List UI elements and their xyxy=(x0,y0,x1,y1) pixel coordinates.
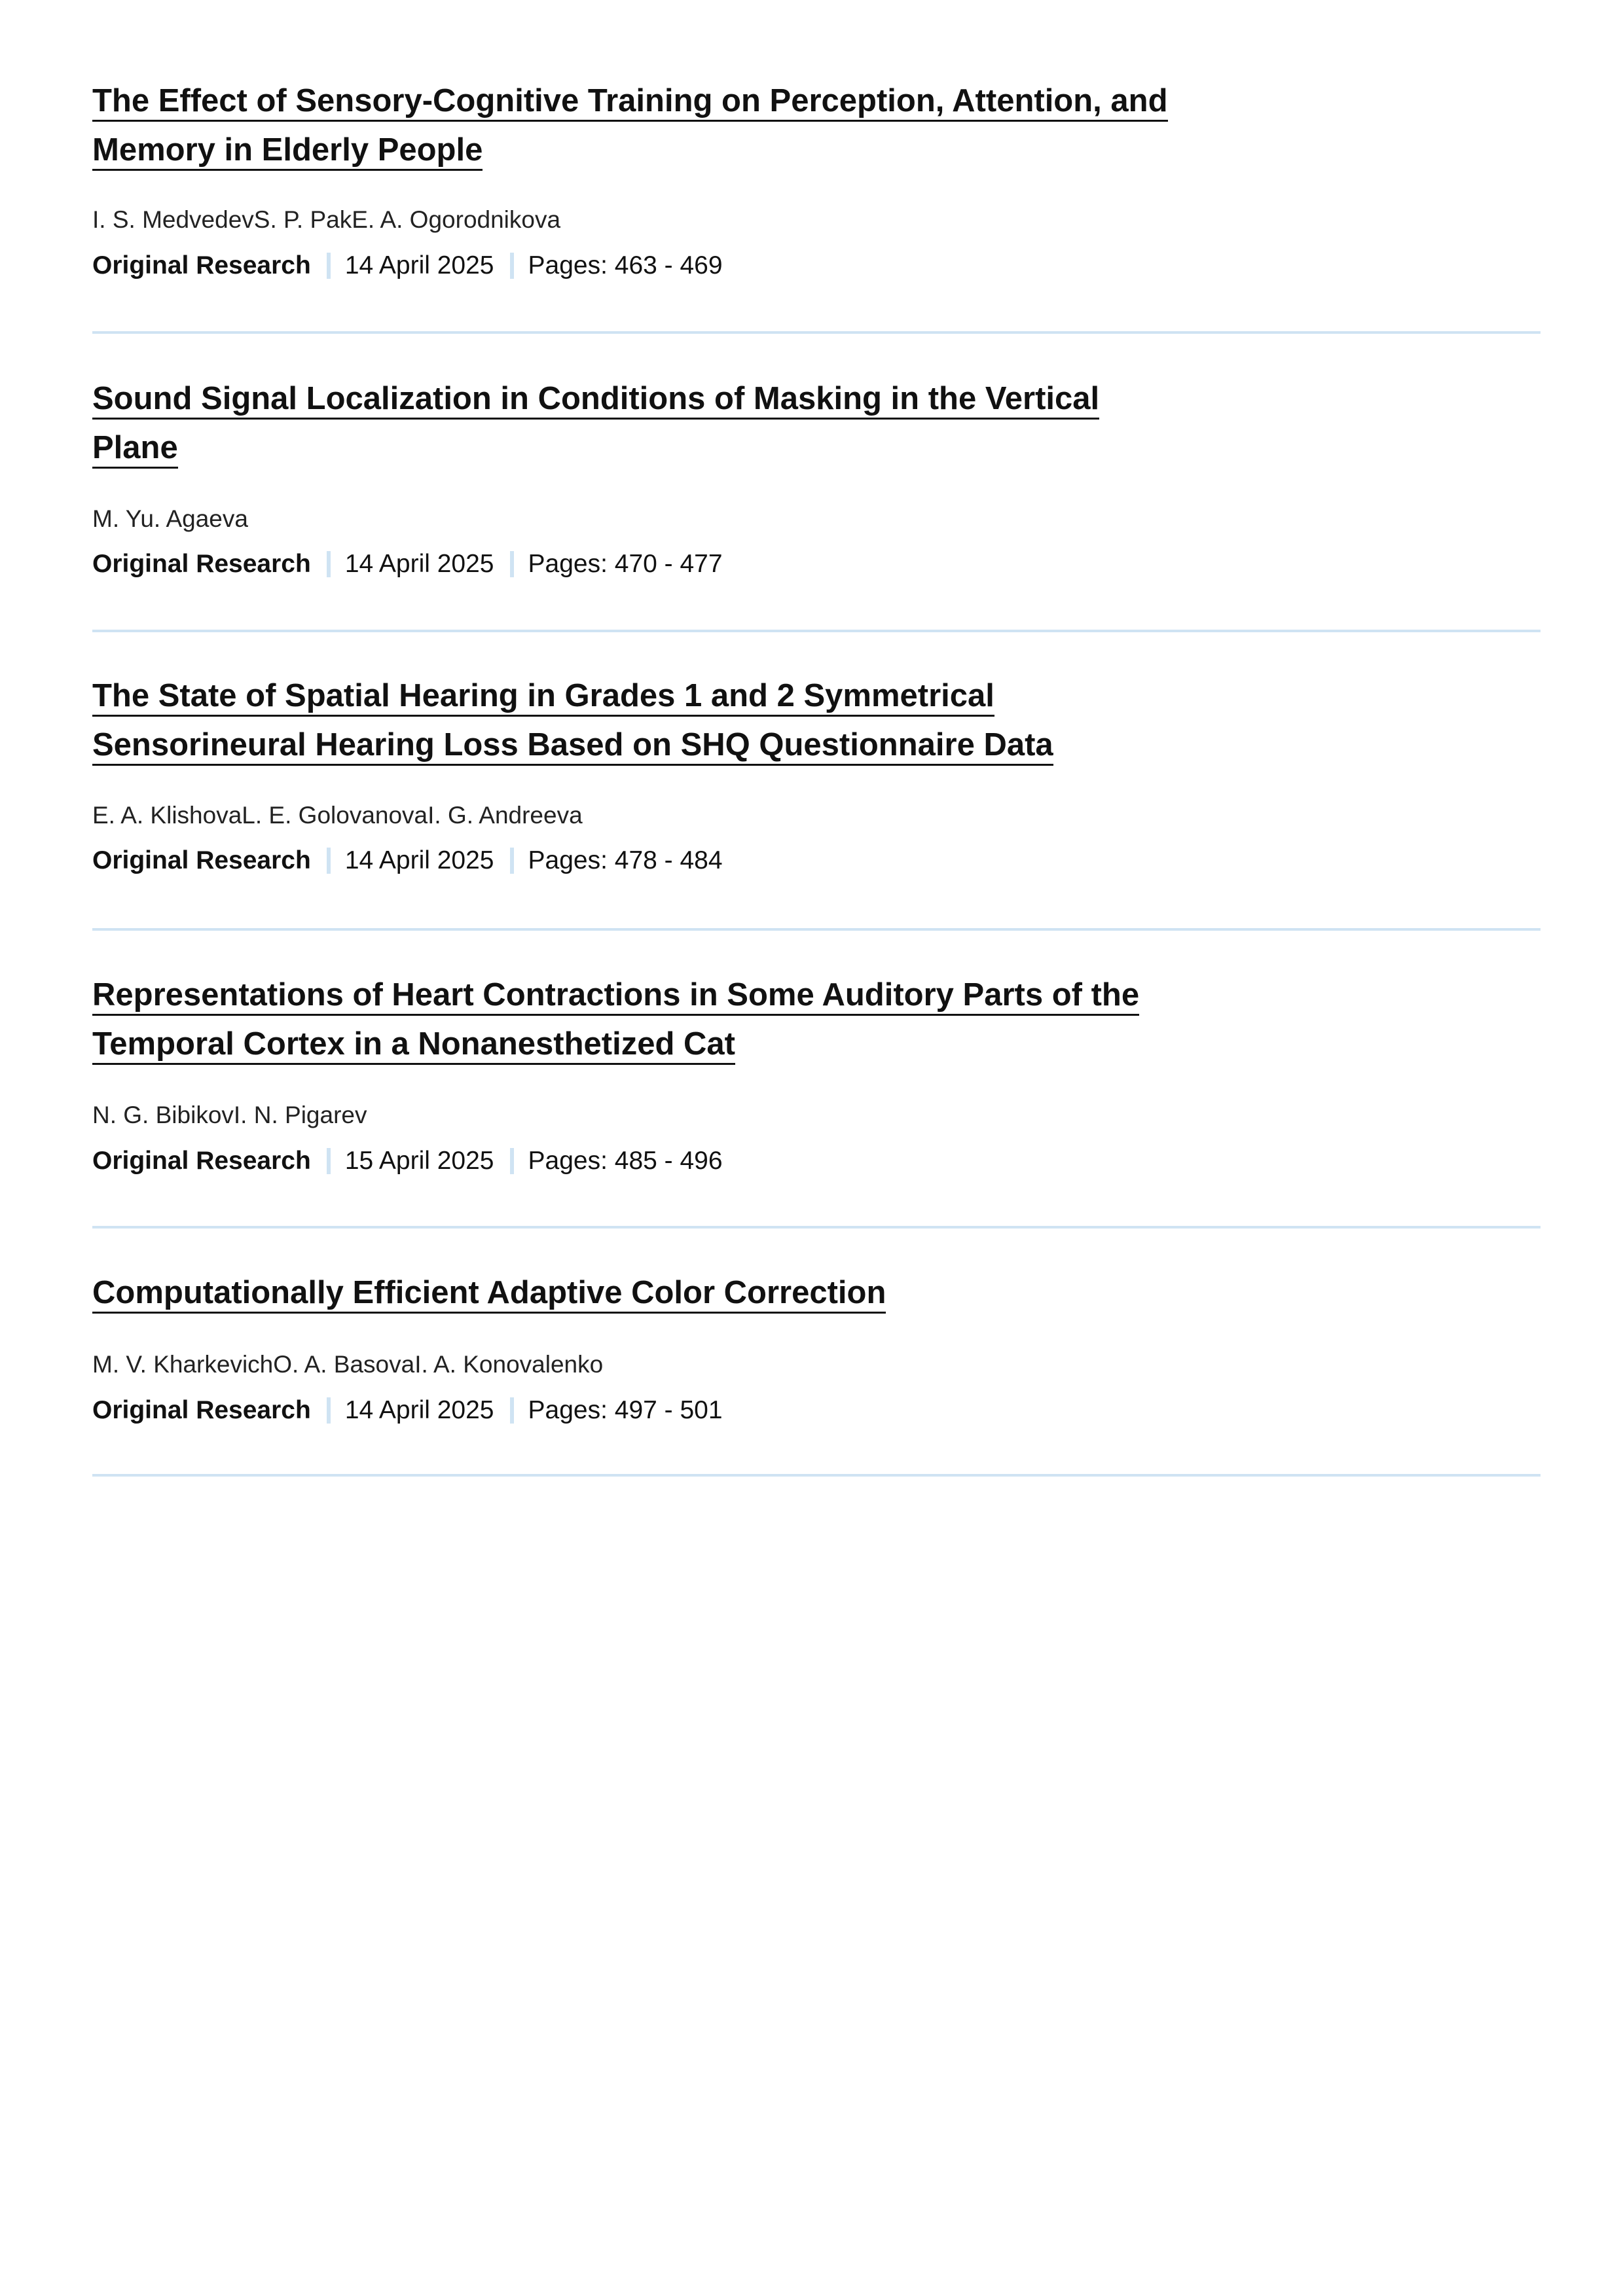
article-date: 14 April 2025 xyxy=(344,550,494,578)
article-date: 14 April 2025 xyxy=(344,251,494,279)
article-meta xyxy=(92,250,723,281)
article-item xyxy=(92,1229,1541,1477)
article-authors: N. G. BibikovI. N. Pigarev xyxy=(92,1102,367,1128)
meta-divider xyxy=(510,551,514,577)
article-authors: M. V. KharkevichO. A. BasovaI. A. Konovalenko xyxy=(92,1351,604,1378)
meta-divider xyxy=(327,1397,331,1424)
article-title-link[interactable]: Memory in Elderly People xyxy=(92,132,483,171)
article-date: 15 April 2025 xyxy=(344,1147,494,1175)
meta-divider xyxy=(510,1397,514,1424)
article-pages: Pages: 463 - 469 xyxy=(528,251,723,279)
article-pages: Pages: 470 - 477 xyxy=(528,550,723,578)
article-meta xyxy=(92,1145,723,1177)
article-pages: Pages: 478 - 484 xyxy=(528,846,723,874)
article-title-link[interactable]: The Effect of Sensory-Cognitive Training on Perception, Attention, and xyxy=(92,83,1168,122)
article-title-link[interactable]: Plane xyxy=(92,430,178,469)
article-type: Original Research xyxy=(92,550,311,578)
article-title xyxy=(92,1268,1192,1318)
article-item xyxy=(92,334,1541,632)
article-title-link[interactable]: Sound Signal Localization in Conditions of Masking in the Vertical xyxy=(92,381,1099,420)
article-title xyxy=(92,672,1192,770)
article-date: 14 April 2025 xyxy=(344,1396,494,1424)
meta-divider xyxy=(327,848,331,874)
article-title xyxy=(92,77,1192,175)
article-authors: I. S. MedvedevS. P. PakE. A. Ogorodnikova xyxy=(92,206,561,233)
meta-divider xyxy=(510,1148,514,1174)
meta-divider xyxy=(510,848,514,874)
meta-divider xyxy=(327,551,331,577)
meta-divider xyxy=(327,253,331,279)
article-title-link[interactable]: Computationally Efficient Adaptive Color Correction xyxy=(92,1275,886,1314)
article-meta xyxy=(92,548,723,580)
article-pages: Pages: 497 - 501 xyxy=(528,1396,723,1424)
article-title-link[interactable]: Sensorineural Hearing Loss Based on SHQ Questionnaire Data xyxy=(92,727,1053,766)
article-pages: Pages: 485 - 496 xyxy=(528,1147,723,1175)
article-type: Original Research xyxy=(92,846,311,874)
article-title xyxy=(92,374,1192,473)
article-item xyxy=(92,0,1541,334)
article-authors: M. Yu. Agaeva xyxy=(92,505,248,532)
article-title xyxy=(92,971,1192,1069)
article-item xyxy=(92,632,1541,931)
article-date: 14 April 2025 xyxy=(344,846,494,874)
article-type: Original Research xyxy=(92,251,311,279)
article-type: Original Research xyxy=(92,1147,311,1175)
article-authors: E. A. KlishovaL. E. GolovanovaI. G. Andreeva xyxy=(92,802,583,829)
article-item xyxy=(92,931,1541,1229)
article-type: Original Research xyxy=(92,1396,311,1424)
article-title-link[interactable]: Representations of Heart Contractions in Some Auditory Parts of the xyxy=(92,977,1139,1016)
article-meta xyxy=(92,845,723,876)
article-title-link[interactable]: The State of Spatial Hearing in Grades 1 and 2 Symmetrical xyxy=(92,678,994,717)
article-meta xyxy=(92,1395,723,1426)
meta-divider xyxy=(510,253,514,279)
meta-divider xyxy=(327,1148,331,1174)
article-title-link[interactable]: Temporal Cortex in a Nonanesthetized Cat xyxy=(92,1026,735,1065)
